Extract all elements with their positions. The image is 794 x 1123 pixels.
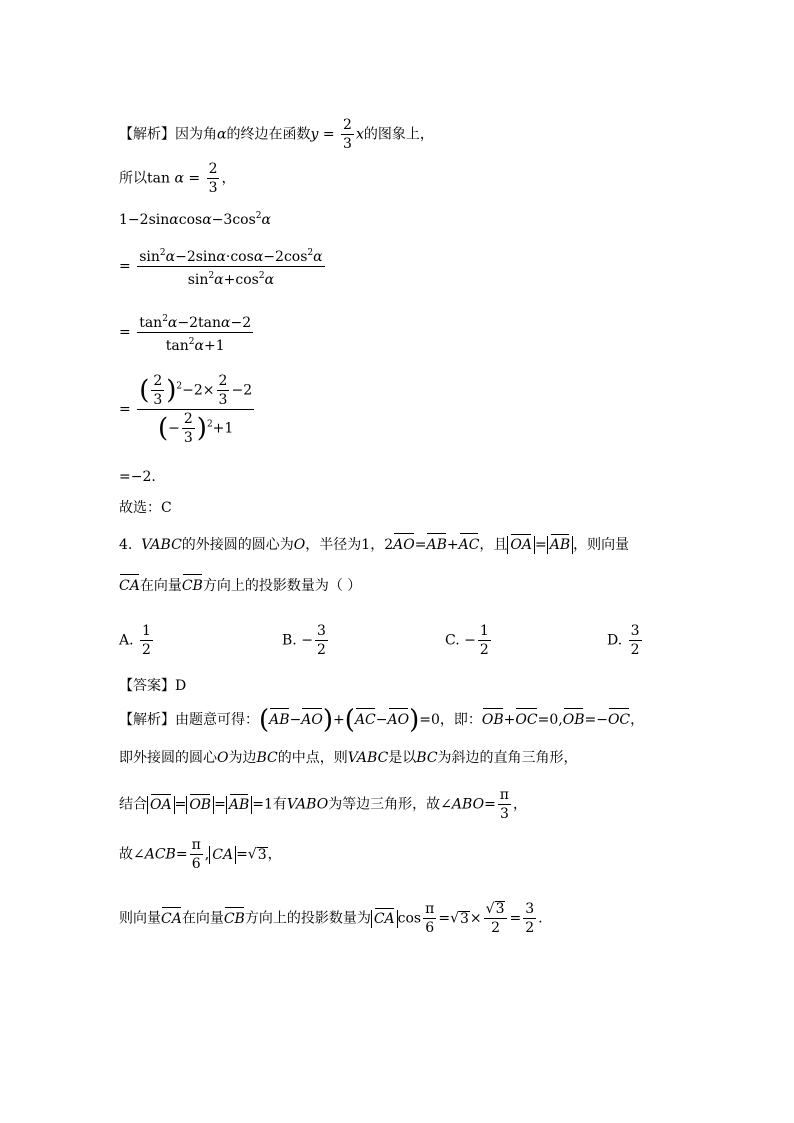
option-b[interactable]: B. − $\frac{3}{2}$ xyxy=(282,623,326,658)
fraction-expression: $\frac{\sin^2\alpha-2\sin\alpha\cdot\cos\alpha-2\cos^2\alpha}{\sin^2\alpha+\cos^2\alpha}$ xyxy=(137,244,324,289)
analysis-label: 【解析】 xyxy=(119,126,175,143)
analysis-line-6: = ( $\frac{2}{3}$ )$^2$−2× $\frac{2}{3}$ −2 (− $\frac{2}{3}$ )$^2$+1 xyxy=(119,373,253,446)
analysis2-line-1: 【解析】由题意可得：(AB−AO)+(AC−AO)=0，即：OB+OC=0,OB=−OC， xyxy=(119,705,645,735)
analysis-line-2: 所以tan α = $\frac{2}{3}$ ， xyxy=(119,161,236,196)
fraction-expression: ( $\frac{2}{3}$ )$^2$−2× $\frac{2}{3}$ −2 (− $\frac{2}{3}$ )$^2$+1 xyxy=(139,373,253,446)
analysis-line-3: $1-2\sin\alpha\cos\alpha-3\cos^2\alpha$ xyxy=(119,211,271,228)
fraction-expression: $\frac{\tan^2\alpha-2\tan\alpha-2}{\tan^2\alpha+1}$ xyxy=(137,310,253,355)
analysis-line-4: = $\frac{\sin^2\alpha-2\sin\alpha\cdot\cos\alpha-2\cos^2\alpha}{\sin^2\alpha+\cos^2\alpha}$ xyxy=(119,244,327,289)
answer-2: 【答案】D xyxy=(119,678,187,694)
question-4-line-2: CA在向量CB方向上的投影数量为（ ） xyxy=(119,578,362,594)
analysis2-line-3: 结合 OA = OB = AB =1有VABO为等边三角形，故∠ABO= $\frac{\pi}{3}$ ， xyxy=(119,787,527,822)
question-4-line-1: 4. VABC的外接圆的圆心为O，半径为1，2AO=AB+AC，且 OA = AB ，则向量 xyxy=(119,537,630,553)
option-d[interactable]: D. $\frac{3}{2}$ xyxy=(607,623,640,658)
answer-1: 故选：C xyxy=(119,500,172,516)
fraction-2-3: $\frac{2}{3}$ xyxy=(343,117,352,152)
analysis-line-7: =−2. xyxy=(119,469,156,485)
fraction-2-3: $\frac{2}{3}$ xyxy=(208,161,218,196)
analysis2-line-4: 故∠ACB= $\frac{\pi}{6}$ , CA =√3， xyxy=(119,837,282,872)
option-c[interactable]: C. − $\frac{1}{2}$ xyxy=(445,623,489,658)
analysis-line-1: 【解析】因为角α的终边在函数y = $\frac{2}{3}$ x的图象上， xyxy=(119,117,434,152)
option-a[interactable]: A. $\frac{1}{2}$ xyxy=(119,623,151,658)
analysis-line-5: = $\frac{\tan^2\alpha-2\tan\alpha-2}{\tan^2\alpha+1}$ xyxy=(119,310,255,355)
analysis2-line-2: 即外接圆的圆心O为边BC的中点，则VABC是以BC为斜边的直角三角形， xyxy=(119,750,578,766)
analysis2-line-5: 则向量CA在向量CB方向上的投影数量为 CA cos $\frac{\pi}{6}$ =√3× $\frac{√3}{2}$ = $\frac{3}{2}$ . xyxy=(119,901,543,936)
